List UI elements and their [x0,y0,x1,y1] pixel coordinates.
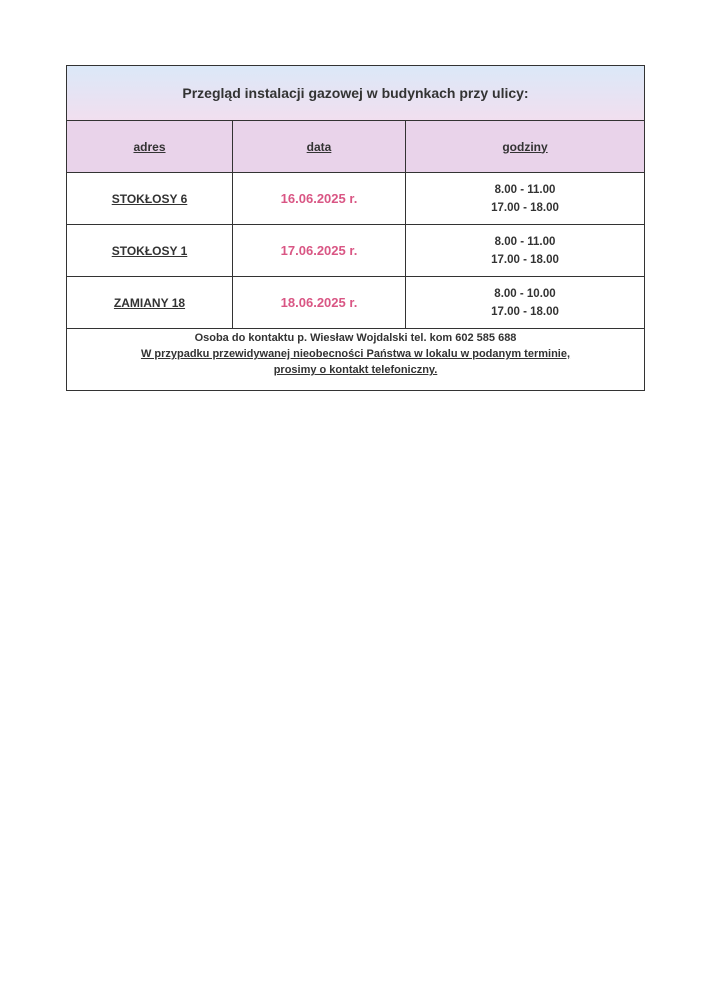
row-2-hours-afternoon: 17.00 - 18.00 [491,253,559,266]
row-2-address-cell [67,225,233,277]
inspection-notice-table [66,65,645,391]
column-header-godziny [406,121,644,173]
contact-person-line: Osoba do kontaktu p. Wiesław Wojdalski tel. kom 602 585 688 [194,332,517,344]
row-3-address-cell [67,277,233,329]
row-3-hours-afternoon: 17.00 - 18.00 [491,305,559,318]
row-2-date: 17.06.2025 r. [280,243,358,258]
row-2-hours-cell [406,225,644,277]
row-3-date-cell [233,277,406,329]
contact-footer [67,329,644,390]
row-1-date-cell [233,173,406,225]
phone-request-line: prosimy o kontakt telefoniczny. [273,364,438,376]
row-1-hours-cell [406,173,644,225]
column-header-data-label: data [306,139,332,154]
row-3-date: 18.06.2025 r. [280,295,358,310]
notice-title: Przegląd instalacji gazowej w budynkach przy ulicy: [182,85,529,101]
schedule-grid [67,121,644,329]
row-1-hours-afternoon: 17.00 - 18.00 [491,201,559,214]
row-2-date-cell [233,225,406,277]
row-3-address: ZAMIANY 18 [113,295,186,310]
row-1-hours-morning: 8.00 - 11.00 [494,183,556,196]
row-1-date: 16.06.2025 r. [280,191,358,206]
row-2-hours-morning: 8.00 - 11.00 [494,235,556,248]
column-header-adres-label: adres [133,139,166,154]
column-header-data [233,121,406,173]
row-2-address: STOKŁOSY 1 [111,243,188,258]
column-header-adres [67,121,233,173]
notice-title-row [67,66,644,121]
absence-notice-line: W przypadku przewidywanej nieobecności Państwa w lokalu w podanym terminie, [140,348,571,360]
row-1-address: STOKŁOSY 6 [111,191,188,206]
row-3-hours-cell [406,277,644,329]
row-1-address-cell [67,173,233,225]
column-header-godziny-label: godziny [502,139,548,154]
row-3-hours-morning: 8.00 - 10.00 [494,287,556,300]
